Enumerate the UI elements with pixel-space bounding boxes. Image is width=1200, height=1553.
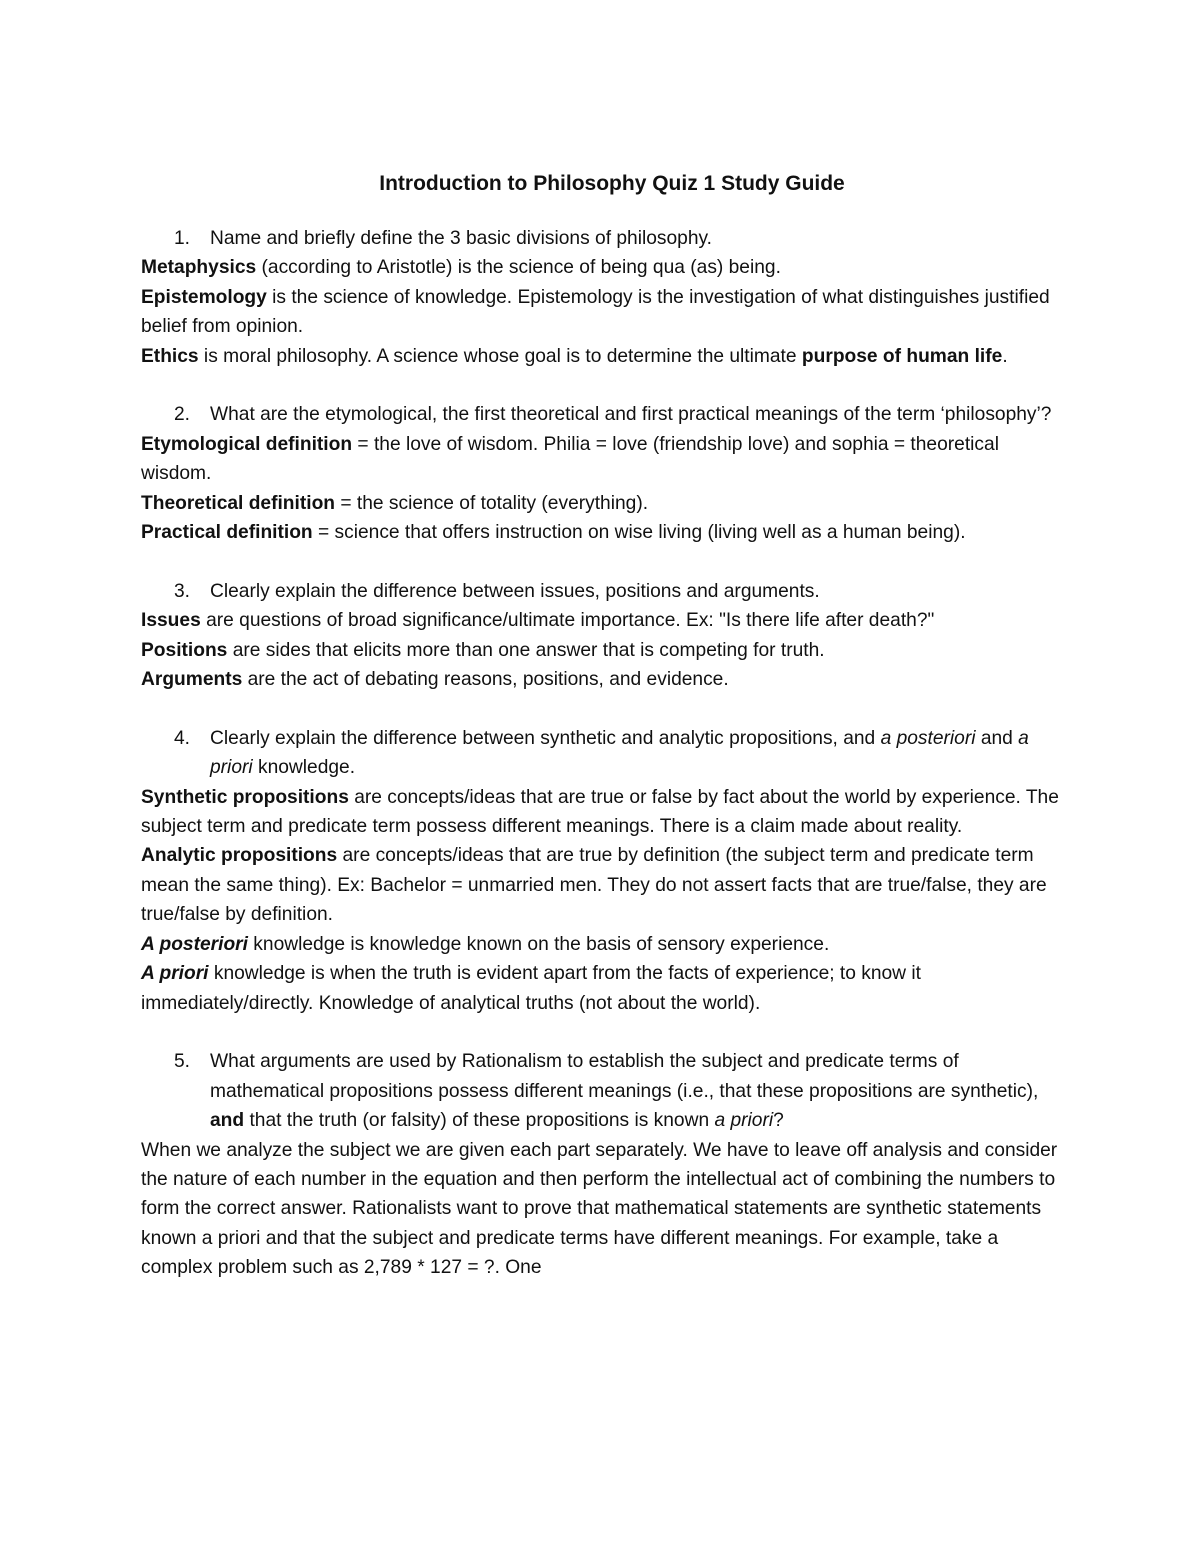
question-number: 3. (174, 580, 191, 602)
term-bold: Synthetic propositions (141, 786, 349, 808)
page-title: Introduction to Philosophy Quiz 1 Study Guide (379, 172, 845, 195)
answer-practical: Practical definition = science that offers instruction on wise living (living well as a human being). (141, 522, 966, 544)
document-page (141, 168, 1071, 1283)
term-bold-italic: A priori (141, 963, 209, 985)
question-number: 1. (174, 228, 191, 249)
term-bold: Positions (141, 639, 228, 661)
term-bold: Practical definition (141, 522, 313, 544)
question-4 (141, 724, 1071, 783)
term-bold: Epistemology (141, 286, 267, 308)
question-1 (141, 224, 1071, 253)
term-bold-italic: A posteriori (141, 933, 248, 955)
term-bold: Ethics (141, 345, 199, 367)
question-number: 5. (174, 1051, 191, 1073)
answer-epistemology: Epistemology is the science of knowledge. Epistemology is the investigation of what distinguishes justified belief from opinion. (141, 286, 1050, 338)
answer-issues: Issues are questions of broad significance/ultimate importance. Ex: "Is there life after death?" (141, 610, 935, 632)
question-text: Clearly explain the difference between synthetic and analytic propositions, and a posteriori and a priori knowledge. (210, 727, 1029, 779)
answer-ethics: Ethics is moral philosophy. A science whose goal is to determine the ultimate purpose of human life. (141, 345, 1008, 367)
term-bold: Theoretical definition (141, 492, 336, 514)
answer-synthetic: Synthetic propositions are concepts/ideas that are true or false by fact about the world by experience. The subject term and predicate term possess different meanings. There is a claim made about reality. (141, 786, 1059, 838)
question-3 (141, 577, 1071, 606)
answer-rationalism: When we analyze the subject we are given each part separately. We have to leave off analysis and consider the nature of each number in the equation and then perform the intellectual act of combining the numbers to form the correct answer. Rationalists want to prove that mathematical statements are synthetic statements known a priori and that the subject and predicate terms have different meanings. For example, take a complex problem such as 2,789 * 127 = ?. One (141, 1139, 1058, 1279)
term-bold: Arguments (141, 669, 243, 691)
question-number: 2. (174, 404, 191, 426)
question-number: 4. (174, 727, 191, 749)
term-bold: Analytic propositions (141, 845, 338, 867)
question-text: Clearly explain the difference between issues, positions and arguments. (210, 580, 820, 602)
question-2 (141, 400, 1071, 429)
answer-analytic: Analytic propositions are concepts/ideas that are true by definition (the subject term and predicate term mean the same thing). Ex: Bachelor = unmarried men. They do not assert facts that are true/false, they are true/false by definition. (141, 845, 1047, 926)
answer-metaphysics: Metaphysics (according to Aristotle) is the science of being qua (as) being. (141, 257, 781, 279)
question-text: Name and briefly define the 3 basic divisions of philosophy. (210, 228, 713, 249)
question-text: What are the etymological, the first theoretical and first practical meanings of the term ‘philosophy’? (210, 404, 1052, 426)
answer-a-priori: A priori knowledge is when the truth is evident apart from the facts of experience; to know it immediately/directly. Knowledge of analytical truths (not about the world). (141, 963, 921, 1014)
answer-theoretical: Theoretical definition = the science of totality (everything). (141, 492, 649, 514)
answer-positions: Positions are sides that elicits more than one answer that is competing for truth. (141, 639, 825, 661)
question-text: What arguments are used by Rationalism to establish the subject and predicate terms of mathematical propositions possess different meanings (i.e., that these propositions are synthetic), and that the truth (or falsity) of these propositions is known a priori? (210, 1051, 1039, 1132)
answer-arguments: Arguments are the act of debating reasons, positions, and evidence. (141, 669, 729, 691)
question-5 (141, 1047, 1071, 1135)
answer-etymological: Etymological definition = the love of wisdom. Philia = love (friendship love) and sophia = theoretical wisdom. (141, 433, 999, 485)
term-bold: Metaphysics (141, 257, 257, 279)
term-bold: Etymological definition (141, 433, 353, 455)
answer-a-posteriori: A posteriori knowledge is knowledge known on the basis of sensory experience. (141, 933, 830, 955)
term-bold: Issues (141, 610, 201, 632)
